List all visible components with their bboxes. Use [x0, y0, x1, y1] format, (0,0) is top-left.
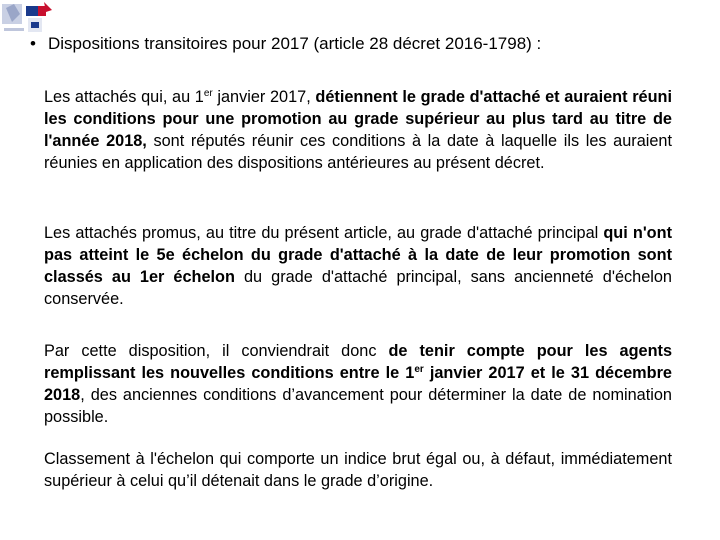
text-segment: de tenir compte pour les agents remplissant les nouvelles conditions entre le 1 [44, 342, 672, 382]
text-segment: sont réputés réunir ces conditions à la date à laquelle ils les auraient réunies en application des dispositions antérieures au présent décret. [44, 132, 672, 172]
text-segment: Les attachés promus, au titre du présent article, au grade d'attaché principal [44, 224, 604, 242]
paragraph-transitional-rule [44, 86, 672, 174]
text-segment: Classement à l'échelon qui comporte un indice brut égal ou, à défaut, immédiatement supérieur à celui qu’il détenait dans le grade d’origine. [44, 450, 672, 490]
text-segment: qui n'ont pas atteint le 5e échelon du grade d'attaché à la date de leur promotion sont classés au 1er échelon [44, 224, 672, 286]
text-segment: du grade d'attaché principal, sans ancienneté d'échelon conservée. [44, 268, 672, 308]
paragraph-step-placement [44, 448, 672, 492]
text-segment: Les attachés qui, au 1 [44, 88, 204, 106]
section-heading-text: Dispositions transitoires pour 2017 (article 28 décret 2016-1798) : [48, 34, 542, 53]
text-segment: détiennent le grade d'attaché et auraient réuni les conditions pour une promotion au grade supérieur au plus tard au titre de l'année 2018, [44, 88, 672, 150]
paragraph-promoted-attaches [44, 222, 672, 310]
paragraph-consequence [44, 340, 672, 428]
text-segment: janvier 2017 et le 31 décembre 2018 [44, 364, 672, 404]
section-heading [30, 33, 690, 55]
text-segment: , des anciennes conditions d’avancement pour déterminer la date de nomination possible. [44, 386, 672, 426]
text-segment: janvier 2017, [212, 88, 316, 106]
text-segment: er [203, 88, 213, 99]
text-segment: er [414, 364, 424, 375]
text-segment: Par cette disposition, il conviendrait donc [44, 342, 389, 360]
bullet-icon: • [30, 34, 36, 53]
